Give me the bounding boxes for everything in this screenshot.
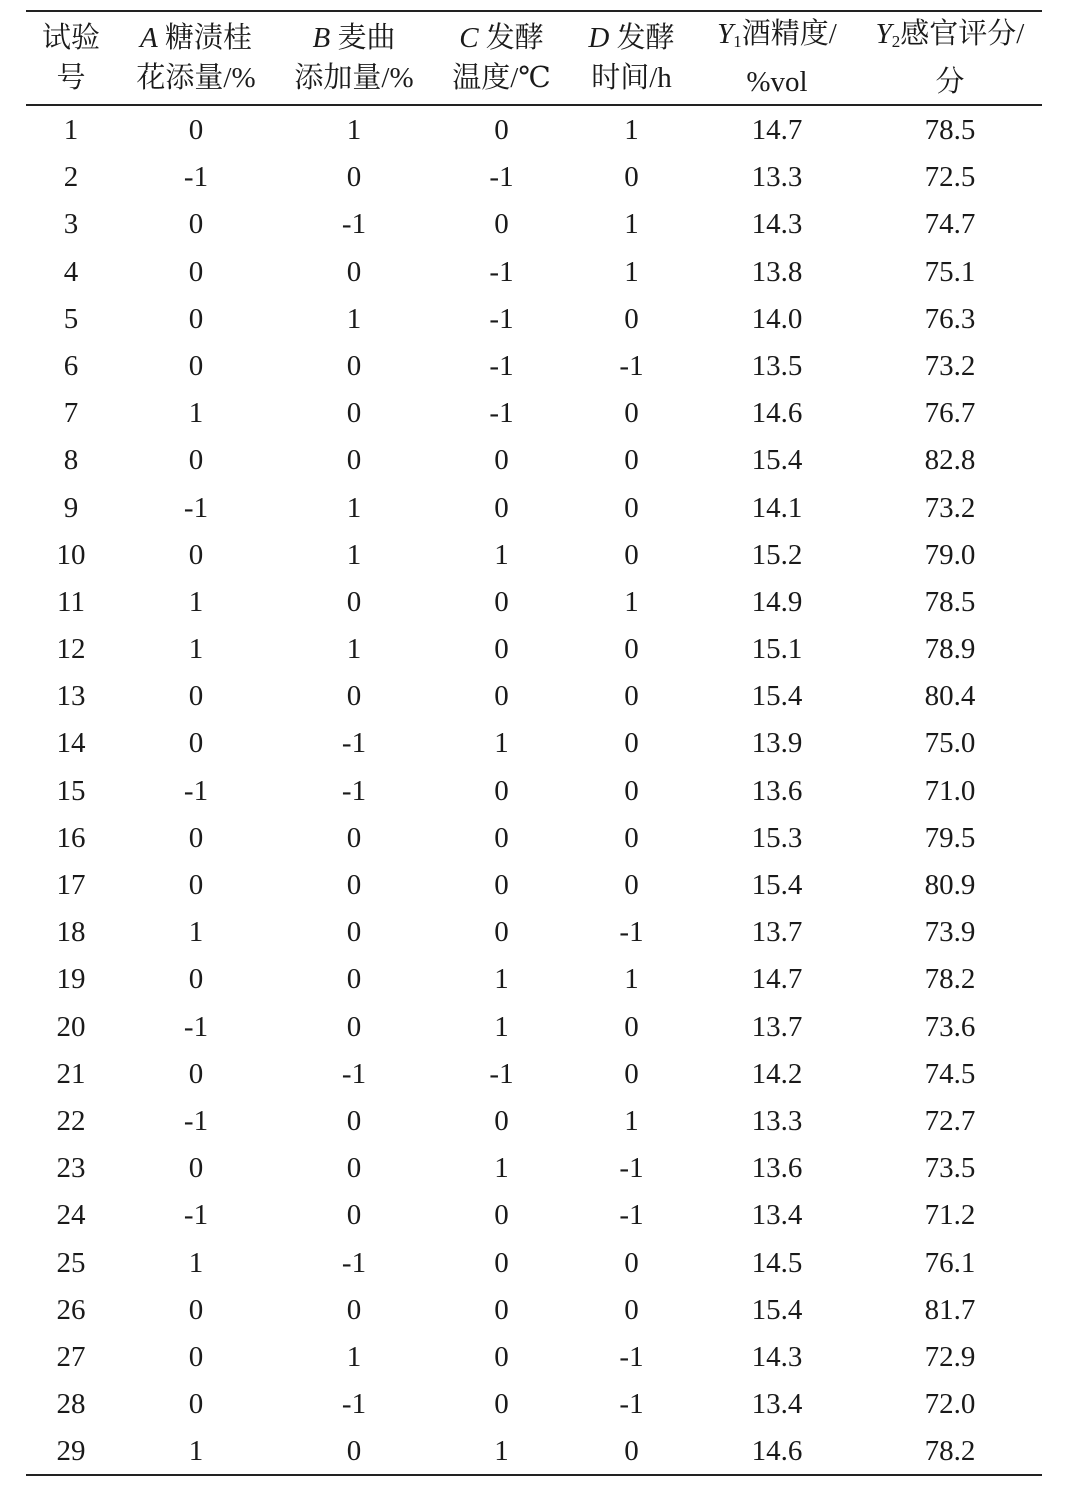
sensory-score-cell: 74.5 [924,1057,976,1090]
sensory-score-cell: 79.0 [924,538,976,571]
table-row [26,201,1042,248]
trial-number-cell: 22 [56,1104,86,1137]
header-factor-b [284,12,424,104]
alcohol-cell: 14.6 [751,1435,803,1468]
factor-a-cell: 0 [188,349,204,382]
alcohol-cell: 14.2 [751,1057,803,1090]
table-row [26,437,1042,484]
factor-b-cell: 0 [346,1199,362,1232]
header-factor-c [434,12,569,104]
trial-number-cell: 17 [56,869,86,901]
factor-b-cell: 0 [346,869,362,901]
factor-c-cell: 0 [494,585,509,618]
sensory-score-cell: 78.2 [924,1435,976,1468]
factor-d-cell: 0 [624,1246,639,1279]
factor-a-cell: 0 [188,869,204,901]
factor-d-cell: 0 [624,821,639,854]
factor-a-cell: -1 [183,1104,209,1137]
table-row [26,815,1042,862]
factor-c-cell: 0 [494,1293,509,1326]
factor-b-cell: 0 [346,1152,362,1185]
factor-b-cell: 1 [346,538,362,571]
factor-b-cell: -1 [341,1057,367,1090]
alcohol-cell: 15.4 [751,1293,803,1326]
table-row [26,296,1042,343]
alcohol-cell: 13.7 [751,1010,803,1043]
trial-number-cell: 18 [56,916,86,949]
factor-b-cell: 0 [346,255,362,288]
factor-c-cell: -1 [489,161,514,194]
factor-a-cell: 0 [188,302,204,335]
table-row [26,249,1042,296]
trial-number-cell: 5 [63,302,79,335]
factor-b-cell: 0 [346,1293,362,1326]
sensory-score-cell: 73.2 [924,349,976,382]
sensory-score-cell: 73.9 [924,916,976,949]
trial-number-cell: 10 [56,538,86,571]
sensory-score-cell: 78.9 [924,633,976,666]
table-row [26,1381,1042,1428]
alcohol-cell: 13.6 [751,1152,803,1185]
trial-number-cell: 20 [56,1010,86,1043]
factor-a-cell: 0 [188,1340,204,1373]
header-line: 添加量/% [294,62,414,94]
factor-b-cell: 0 [346,444,362,477]
factor-a-cell: 0 [188,727,204,760]
factor-b-cell: 1 [346,302,362,335]
factor-d-cell: 0 [624,727,639,760]
header-line: D 发酵 [588,22,675,54]
header-line: $Y_1$酒精度/ [717,18,837,51]
factor-b-cell: 0 [346,1010,362,1043]
factor-d-cell: 0 [624,444,639,477]
factor-a-cell: -1 [183,774,209,807]
table-row [26,768,1042,815]
factor-b-cell: 0 [346,916,362,949]
factor-d-cell: -1 [619,916,644,949]
factor-c-cell: 0 [494,1388,509,1421]
table-row [26,107,1042,154]
sensory-score-cell: 80.4 [924,680,976,713]
sensory-score-cell: 73.6 [924,1010,976,1043]
header-response-y2 [866,12,1034,104]
factor-a-cell: 1 [188,585,204,618]
factor-a-cell: 0 [188,114,204,146]
sensory-score-cell: 75.0 [924,727,976,760]
table-row [26,1334,1042,1381]
trial-number-cell: 6 [63,349,79,382]
trial-number-cell: 29 [56,1435,86,1468]
table-row [26,1287,1042,1334]
trial-number-cell: 28 [56,1388,86,1421]
header-factor-d [579,12,684,104]
factor-b-cell: 1 [346,633,362,666]
factor-c-cell: 0 [494,1199,509,1232]
factor-c-cell: -1 [489,255,514,288]
factor-a-cell: 0 [188,1057,204,1090]
table-row [26,720,1042,767]
factor-d-cell: 0 [624,869,639,901]
factor-b-cell: 1 [346,114,362,146]
factor-d-cell: 1 [624,585,639,618]
factor-d-cell: -1 [619,349,644,382]
table-row [26,579,1042,626]
table-header [26,12,1042,104]
header-line: %vol [746,66,808,98]
factor-b-cell: 1 [346,491,362,524]
factor-b-cell: -1 [341,727,367,760]
sensory-score-cell: 81.7 [924,1293,976,1326]
sensory-score-cell: 78.5 [924,585,976,618]
factor-b-cell: 0 [346,821,362,854]
sensory-score-cell: 74.7 [924,208,976,241]
table-row [26,956,1042,1003]
table-bottom-rule [26,1474,1042,1476]
sensory-score-cell: 78.2 [924,963,976,996]
trial-number-cell: 16 [56,821,86,854]
factor-c-cell: 0 [494,491,509,524]
sensory-score-cell: 72.7 [924,1104,976,1137]
header-line: 分 [935,66,965,98]
alcohol-cell: 13.8 [751,255,803,288]
table-row [26,1428,1042,1475]
factor-c-cell: 0 [494,680,509,713]
trial-number-cell: 21 [56,1057,86,1090]
alcohol-cell: 13.4 [751,1199,803,1232]
alcohol-cell: 15.4 [751,680,803,713]
factor-d-cell: 0 [624,1010,639,1043]
header-line: C 发酵 [459,22,544,54]
factor-d-cell: 0 [624,1293,639,1326]
factor-c-cell: 0 [494,1340,509,1373]
alcohol-cell: 14.5 [751,1246,803,1279]
alcohol-cell: 14.6 [751,397,803,430]
factor-d-cell: 0 [624,491,639,524]
alcohol-cell: 13.3 [751,161,803,194]
table-row [26,1004,1042,1051]
factor-d-cell: -1 [619,1388,644,1421]
header-line: $Y_2$感官评分/ [875,18,1025,51]
factor-c-cell: 0 [494,916,509,949]
factor-d-cell: 0 [624,538,639,571]
table-row [26,626,1042,673]
trial-number-cell: 7 [63,397,79,430]
factor-c-cell: 0 [494,1246,509,1279]
sensory-score-cell: 79.5 [924,821,976,854]
trial-number-cell: 23 [56,1152,86,1185]
table-row [26,909,1042,956]
factor-d-cell: -1 [619,1340,644,1373]
factor-a-cell: 1 [188,633,204,666]
factor-a-cell: 0 [188,1152,204,1185]
factor-c-cell: 0 [494,114,509,146]
factor-a-cell: 0 [188,538,204,571]
factor-c-cell: 0 [494,208,509,241]
factor-a-cell: 0 [188,680,204,713]
header-line: 花添量/% [136,62,256,94]
table-row [26,673,1042,720]
factor-d-cell: 0 [624,774,639,807]
factor-d-cell: -1 [619,1199,644,1232]
table-row [26,1051,1042,1098]
table-row [26,154,1042,201]
factor-d-cell: 0 [624,633,639,666]
factor-b-cell: 0 [346,1435,362,1468]
factor-c-cell: -1 [489,1057,514,1090]
factor-b-cell: 0 [346,963,362,996]
alcohol-cell: 13.9 [751,727,803,760]
factor-a-cell: 0 [188,444,204,477]
trial-number-cell: 3 [63,208,79,241]
trial-number-cell: 15 [56,774,86,807]
table-row [26,1145,1042,1192]
factor-a-cell: 0 [188,821,204,854]
trial-number-cell: 8 [63,444,79,477]
trial-number-cell: 1 [63,114,79,146]
factor-d-cell: 0 [624,680,639,713]
factor-c-cell: 1 [494,1435,509,1468]
factor-a-cell: 0 [188,1293,204,1326]
factor-b-cell: -1 [341,1388,367,1421]
factor-a-cell: -1 [183,1199,209,1232]
factor-a-cell: 0 [188,208,204,241]
factor-b-cell: -1 [341,1246,367,1279]
alcohol-cell: 14.3 [751,1340,803,1373]
alcohol-cell: 14.7 [751,114,803,146]
alcohol-cell: 13.6 [751,774,803,807]
factor-d-cell: 0 [624,302,639,335]
alcohol-cell: 14.1 [751,491,803,524]
factor-b-cell: 0 [346,680,362,713]
sensory-score-cell: 73.2 [924,491,976,524]
factor-d-cell: 1 [624,114,639,146]
factor-d-cell: 1 [624,1104,639,1137]
header-factor-a [126,12,266,104]
trial-number-cell: 27 [56,1340,86,1373]
factor-a-cell: 1 [188,1246,204,1279]
alcohol-cell: 13.5 [751,349,803,382]
factor-c-cell: 0 [494,821,509,854]
table-row [26,1192,1042,1239]
factor-a-cell: 0 [188,255,204,288]
factor-a-cell: -1 [183,161,209,194]
factor-b-cell: 0 [346,161,362,194]
factor-d-cell: 1 [624,208,639,241]
alcohol-cell: 15.3 [751,821,803,854]
factor-a-cell: -1 [183,491,209,524]
sensory-score-cell: 73.5 [924,1152,976,1185]
trial-number-cell: 24 [56,1199,86,1232]
factor-b-cell: -1 [341,774,367,807]
factor-a-cell: 0 [188,1388,204,1421]
header-line: 温度/℃ [452,62,551,94]
sensory-score-cell: 71.0 [924,774,976,807]
trial-number-cell: 14 [56,727,86,760]
trial-number-cell: 19 [56,963,86,996]
factor-c-cell: -1 [489,349,514,382]
trial-number-cell: 26 [56,1293,86,1326]
factor-d-cell: -1 [619,1152,644,1185]
alcohol-cell: 13.7 [751,916,803,949]
alcohol-cell: 15.2 [751,538,803,571]
factor-c-cell: 1 [494,727,509,760]
sensory-score-cell: 71.2 [924,1199,976,1232]
factor-d-cell: 1 [624,255,639,288]
trial-number-cell: 11 [57,585,85,618]
factor-d-cell: 0 [624,397,639,430]
factor-a-cell: 1 [188,397,204,430]
factor-d-cell: 1 [624,963,639,996]
factor-a-cell: 1 [188,1435,204,1468]
sensory-score-cell: 76.1 [924,1246,976,1279]
trial-number-cell: 25 [56,1246,86,1279]
factor-c-cell: 1 [494,1010,509,1043]
factor-c-cell: -1 [489,302,514,335]
header-line: 时间/h [591,62,672,94]
factor-a-cell: 1 [188,916,204,949]
sensory-score-cell: 82.8 [924,444,976,477]
factor-d-cell: 0 [624,1435,639,1468]
factor-b-cell: 0 [346,349,362,382]
factor-c-cell: 1 [494,963,509,996]
trial-number-cell: 13 [56,680,86,713]
factor-b-cell: 0 [346,585,362,618]
trial-number-cell: 2 [63,161,79,194]
factor-b-cell: -1 [341,208,367,241]
factor-b-cell: 1 [346,1340,362,1373]
table-row [26,1098,1042,1145]
factor-b-cell: 0 [346,1104,362,1137]
trial-number-cell: 12 [56,633,86,666]
factor-d-cell: 0 [624,161,639,194]
table-row [26,532,1042,579]
factor-c-cell: -1 [489,397,514,430]
alcohol-cell: 14.7 [751,963,803,996]
header-line: A 糖渍桂 [140,22,252,54]
table-header-rule [26,104,1042,106]
alcohol-cell: 13.4 [751,1388,803,1421]
header-line: 号 [56,62,86,94]
sensory-score-cell: 76.7 [924,397,976,430]
factor-c-cell: 0 [494,633,509,666]
table-body [26,107,1042,1475]
factor-a-cell: 0 [188,963,204,996]
table-row [26,485,1042,532]
header-trial-number [26,12,116,104]
sensory-score-cell: 72.0 [924,1388,976,1421]
sensory-score-cell: 72.9 [924,1340,976,1373]
factor-c-cell: 1 [494,1152,509,1185]
sensory-score-cell: 72.5 [924,161,976,194]
alcohol-cell: 14.0 [751,302,803,335]
factor-c-cell: 0 [494,444,509,477]
alcohol-cell: 13.3 [751,1104,803,1137]
alcohol-cell: 14.3 [751,208,803,241]
factor-a-cell: -1 [183,1010,209,1043]
alcohol-cell: 15.4 [751,444,803,477]
table-row [26,343,1042,390]
header-line: 试验 [41,22,100,54]
factor-c-cell: 1 [494,538,509,571]
factor-b-cell: 0 [346,397,362,430]
table-row [26,1240,1042,1287]
trial-number-cell: 4 [63,255,79,288]
factor-c-cell: 0 [494,1104,509,1137]
sensory-score-cell: 75.1 [924,255,976,288]
factor-c-cell: 0 [494,869,509,901]
factor-c-cell: 0 [494,774,509,807]
trial-number-cell: 9 [63,491,79,524]
sensory-score-cell: 78.5 [924,114,976,146]
header-line: B 麦曲 [312,22,396,54]
table-row [26,390,1042,437]
factor-d-cell: 0 [624,1057,639,1090]
alcohol-cell: 14.9 [751,585,803,618]
sensory-score-cell: 76.3 [924,302,976,335]
table-row [26,862,1042,909]
alcohol-cell: 15.1 [751,633,803,666]
alcohol-cell: 15.4 [751,869,803,901]
sensory-score-cell: 80.9 [924,869,976,901]
header-response-y1 [702,12,852,104]
